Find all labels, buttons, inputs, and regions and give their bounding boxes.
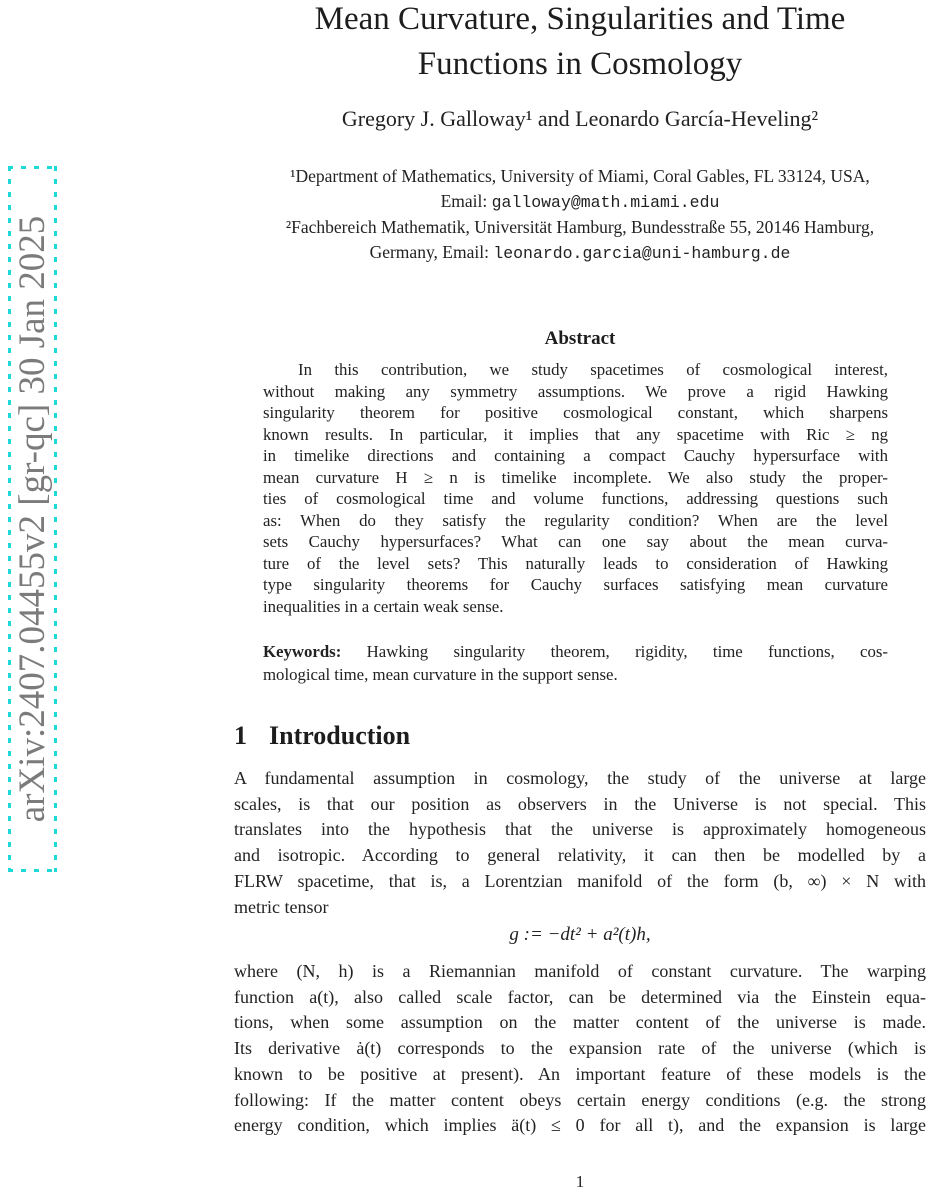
email-label-2: Germany, Email:	[369, 241, 494, 262]
text-line: as: When do they satisfy the regularity condition? When are the level	[263, 510, 888, 530]
affiliation-1-address: ¹Department of Mathematics, University of Miami, Coral Gables, FL 33124, USA,	[290, 166, 870, 186]
text-line: known to be positive at present). An important feature of these models is the	[234, 1063, 926, 1084]
keywords-block	[263, 641, 888, 686]
text-line: known results. In particular, it implies that any spacetime with Ric ≥ ng	[263, 424, 888, 444]
page-number: 1	[575, 1172, 585, 1191]
text-line: In this contribution, we study spacetimes of cosmological interest,	[298, 360, 888, 379]
text-line: and isotropic. According to general relativity, it can then be modelled by a	[234, 845, 926, 866]
section-heading-introduction	[234, 718, 410, 754]
section-number: 1	[234, 721, 247, 750]
text-line: Its derivative ȧ(t) corresponds to the expansion rate of the universe (which is	[234, 1038, 926, 1059]
text-line: in timelike directions and containing a compact Cauchy hypersurface with	[263, 446, 888, 466]
text-line: translates into the hypothesis that the universe is approximately homogeneous	[234, 819, 926, 840]
email-address-1: galloway@math.miami.edu	[491, 192, 720, 212]
text-line: type singularity theorems for Cauchy surfaces satisfying mean curvature	[263, 575, 888, 595]
keywords-label: Keywords:	[263, 642, 342, 661]
email-address-2: leonardo.garcia@uni-hamburg.de	[493, 243, 791, 263]
text-line: without making any symmetry assumptions. We prove a rigid Hawking	[263, 381, 888, 401]
arxiv-identifier: arXiv:2407.04455v2 [gr-qc] 30 Jan 2025	[12, 215, 53, 823]
text-line: FLRW spacetime, that is, a Lorentzian manifold of the form (b, ∞) × N with	[234, 870, 926, 891]
text-line: metric tensor	[234, 896, 329, 917]
title-line-2: Functions in Cosmology	[417, 46, 743, 82]
affiliation-2-email-line	[234, 240, 926, 267]
keywords-line-2: mological time, mean curvature in the support sense.	[263, 664, 618, 684]
email-label-1: Email:	[440, 190, 492, 211]
text-line: following: If the matter content obeys certain energy conditions (e.g. the strong	[234, 1089, 926, 1110]
text-line: ture of the level sets? This naturally leads to consideration of Hawking	[263, 553, 888, 573]
affiliation-1-email-line	[234, 189, 926, 216]
abstract-body	[263, 359, 888, 618]
text-line: A fundamental assumption in cosmology, the study of the universe at large	[234, 768, 926, 788]
title-line-1: Mean Curvature, Singularities and Time	[314, 1, 846, 37]
abstract-heading: Abstract	[544, 328, 616, 349]
authors-line: Gregory J. Galloway¹ and Leonardo García-Heveling²	[341, 106, 819, 131]
text-line: ties of cosmological time and volume functions, addressing questions such	[263, 489, 888, 509]
affiliations-block	[234, 164, 926, 266]
text-line: singularity theorem for positive cosmological constant, which sharpens	[263, 403, 888, 423]
section-title: Introduction	[269, 721, 411, 750]
metric-tensor-equation: g := −dt² + a²(t)h,	[509, 924, 651, 945]
text-line: scales, is that our position as observers in the Universe is not special. This	[234, 793, 926, 814]
text-line: function a(t), also called scale factor, can be determined via the Einstein equa-	[234, 986, 926, 1007]
keywords-line-1	[263, 641, 888, 664]
keywords-text: Hawking singularity theorem, rigidity, time functions, cos-	[341, 642, 888, 661]
intro-paragraph-2	[234, 959, 926, 1139]
affiliation-2-address: ²Fachbereich Mathematik, Universität Hamburg, Bundesstraße 55, 20146 Hamburg,	[285, 217, 875, 237]
text-line: tions, when some assumption on the matter content of the universe is made.	[234, 1012, 926, 1033]
text-column	[234, 0, 926, 1200]
text-line: mean curvature H ≥ n is timelike incomplete. We also study the proper-	[263, 467, 888, 487]
text-line: sets Cauchy hypersurfaces? What can one say about the mean curva-	[263, 532, 888, 552]
paper-title	[234, 0, 926, 87]
text-line: energy condition, which implies ä(t) ≤ 0 for all t), and the expansion is large	[234, 1115, 926, 1136]
intro-paragraph-1	[234, 766, 926, 920]
text-line: inequalities in a certain weak sense.	[263, 597, 504, 617]
text-line: where (N, h) is a Riemannian manifold of constant curvature. The warping	[234, 961, 926, 981]
